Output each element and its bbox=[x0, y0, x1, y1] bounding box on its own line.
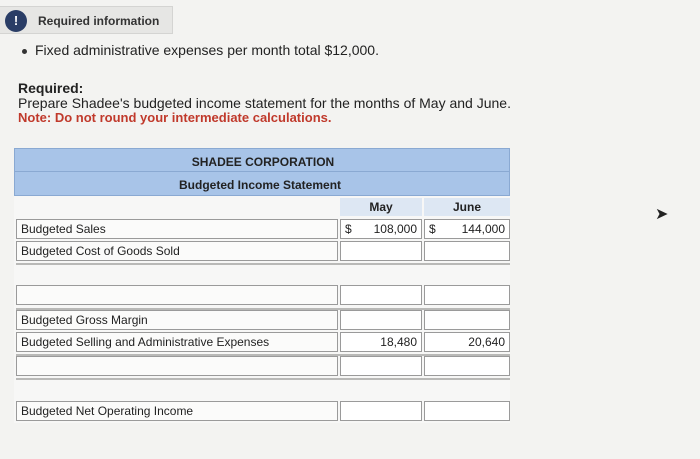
header-divider bbox=[15, 171, 509, 172]
currency-symbol: $ bbox=[345, 222, 352, 236]
net-income-may-input[interactable] bbox=[340, 401, 422, 421]
gross-margin-may-input[interactable] bbox=[340, 310, 422, 330]
gross-margin-label: Budgeted Gross Margin bbox=[21, 313, 148, 327]
blank-june-input[interactable] bbox=[424, 285, 510, 305]
tab-label: Required information bbox=[38, 14, 160, 28]
cogs-may-input[interactable] bbox=[340, 241, 422, 261]
blank-june-input[interactable] bbox=[424, 356, 510, 376]
row-label-box-selling-admin[interactable] bbox=[16, 332, 338, 352]
company-name: SHADEE CORPORATION bbox=[191, 155, 335, 169]
bullet-icon bbox=[22, 49, 27, 54]
required-information-tab[interactable] bbox=[0, 6, 173, 34]
statement-title: Budgeted Income Statement bbox=[179, 178, 342, 192]
required-heading: Required: bbox=[18, 80, 84, 96]
blank-label-input[interactable] bbox=[16, 285, 338, 305]
table-header bbox=[14, 148, 510, 196]
net-income-june-input[interactable] bbox=[424, 401, 510, 421]
row-divider bbox=[16, 263, 510, 265]
sales-may-value: 108,000 bbox=[373, 222, 417, 236]
blank-may-input[interactable] bbox=[340, 356, 422, 376]
blank-may-input[interactable] bbox=[340, 285, 422, 305]
blank-label-input[interactable] bbox=[16, 356, 338, 376]
alert-icon: ! bbox=[5, 10, 27, 32]
row-divider bbox=[16, 378, 510, 380]
row-label-box-sales[interactable] bbox=[16, 219, 338, 239]
sales-june-value: 144,000 bbox=[461, 222, 505, 236]
sales-may-input[interactable] bbox=[340, 219, 422, 239]
row-label-box-net-income[interactable] bbox=[16, 401, 338, 421]
fixed-expenses-bullet bbox=[22, 42, 379, 58]
row-label-box-cogs[interactable] bbox=[16, 241, 338, 261]
selling-admin-may-value: 18,480 bbox=[380, 335, 417, 349]
instruction-text: Prepare Shadee's budgeted income statement for the months of May and June. bbox=[18, 95, 511, 111]
note-text: Note: Do not round your intermediate calculations. bbox=[18, 110, 332, 125]
column-header-june: June bbox=[424, 198, 510, 216]
row-label-box-gross-margin[interactable] bbox=[16, 310, 338, 330]
mouse-pointer-icon: ➤ bbox=[655, 206, 669, 223]
net-income-label: Budgeted Net Operating Income bbox=[21, 404, 194, 418]
income-statement-table bbox=[14, 148, 510, 423]
sales-june-input[interactable] bbox=[424, 219, 510, 239]
gross-margin-june-input[interactable] bbox=[424, 310, 510, 330]
currency-symbol: $ bbox=[429, 222, 436, 236]
selling-admin-june-value: 20,640 bbox=[468, 335, 505, 349]
selling-admin-label: Budgeted Selling and Administrative Expenses bbox=[21, 335, 270, 349]
cogs-label: Budgeted Cost of Goods Sold bbox=[21, 244, 180, 258]
selling-admin-may-input[interactable] bbox=[340, 332, 422, 352]
sales-label: Budgeted Sales bbox=[21, 222, 106, 236]
bullet-text: Fixed administrative expenses per month total $12,000. bbox=[35, 42, 379, 58]
cogs-june-input[interactable] bbox=[424, 241, 510, 261]
selling-admin-june-input[interactable] bbox=[424, 332, 510, 352]
column-header-may: May bbox=[340, 198, 422, 216]
